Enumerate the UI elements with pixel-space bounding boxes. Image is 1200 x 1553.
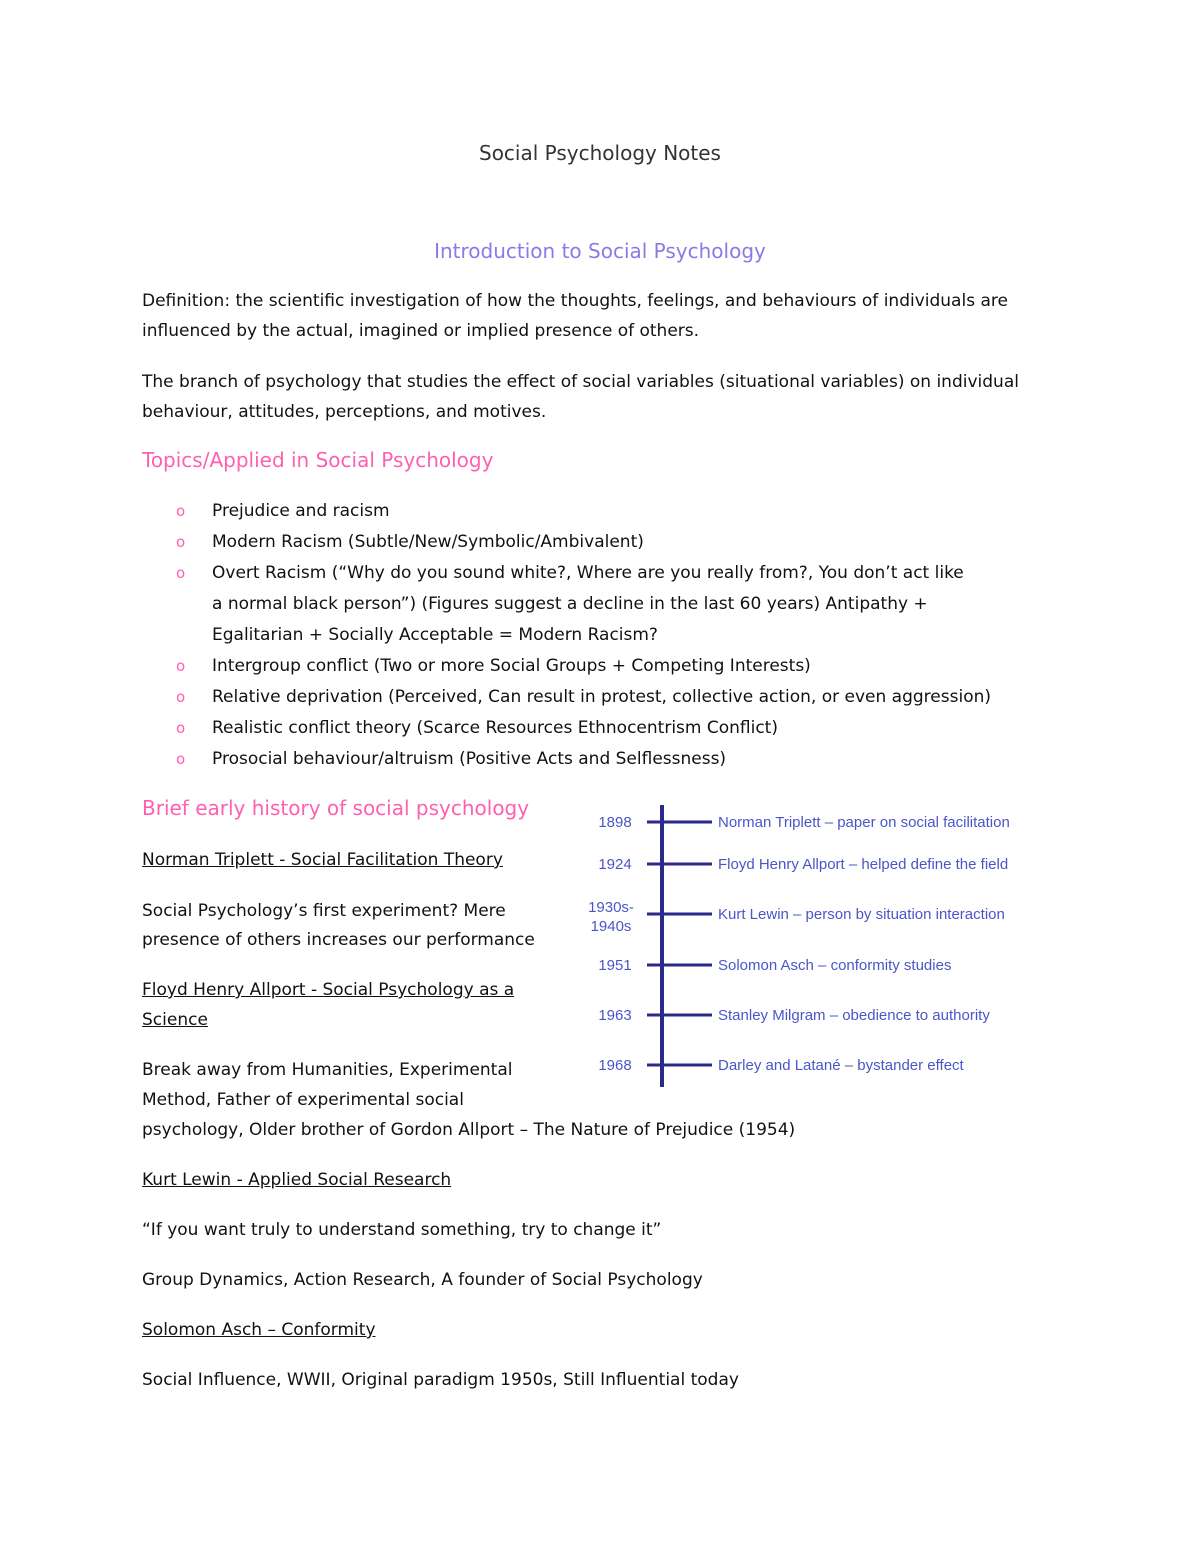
bullet-icon: o [176,719,186,737]
topics-heading: Topics/Applied in Social Psychology [142,448,494,472]
history-heading: Brief early history of social psychology [142,796,530,820]
timeline-event-label: Norman Triplett – paper on social facilitation [718,814,1010,831]
list-item: o Relative deprivation (Perceived, Can result in protest, collective action, or even aggression) [142,682,1062,713]
definition-line-1: Definition: the scientific investigation of how the thoughts, feelings, and behaviours of individuals are [142,291,1008,311]
timeline-year: 1963 [598,1007,632,1024]
list-item: o Modern Racism (Subtle/New/Symbolic/Ambivalent) [142,527,1062,558]
timeline-year: 1898 [598,814,632,831]
allport-heading-line-1: Floyd Henry Allport - Social Psychology as a [142,980,515,1000]
triplett-line-2: presence of others increases our performance [142,930,535,950]
triplett-line-1: Social Psychology’s first experiment? Mere [142,901,506,921]
intro-heading: Introduction to Social Psychology [434,239,766,263]
timeline-year: 1940s [590,918,632,935]
bullet-icon: o [176,657,186,675]
branch-line-2: behaviour, attitudes, perceptions, and motives. [142,402,547,422]
timeline-event-label: Stanley Milgram – obedience to authority [718,1007,990,1024]
timeline-event-label: Kurt Lewin – person by situation interaction [718,906,1005,923]
list-item: o Intergroup conflict (Two or more Social Groups + Competing Interests) [142,651,1062,682]
allport-line-1: Break away from Humanities, Experimental [142,1060,513,1080]
timeline-event-label: Solomon Asch – conformity studies [718,957,952,974]
timeline-year: 1930s- [588,899,634,916]
asch-line: Social Influence, WWII, Original paradigm 1950s, Still Influential today [142,1370,739,1390]
document-title: Social Psychology Notes [479,141,721,165]
allport-line-2: Method, Father of experimental social [142,1090,464,1110]
lewin-quote: “If you want truly to understand something, try to change it” [142,1220,662,1240]
bullet-icon: o [176,502,186,520]
bullet-icon: o [176,750,186,768]
allport-line-3: psychology, Older brother of Gordon Allport – The Nature of Prejudice (1954) [142,1120,796,1140]
list-item: o Overt Racism (“Why do you sound white?, Where are you really from?, You don’t act like a normal black person”) (Figures suggest a decline in the last 60 years) Antipathy + Egalitarian + Socially Acceptable = Modern Racism? [142,558,972,651]
list-item: o Prosocial behaviour/altruism (Positive Acts and Selflessness) [142,744,1062,775]
bullet-icon: o [176,533,186,551]
list-item: o Realistic conflict theory (Scarce Resources Ethnocentrism Conflict) [142,713,1062,744]
history-timeline [575,795,1075,1095]
list-item: o Prejudice and racism [142,496,1062,527]
bullet-icon: o [176,688,186,706]
lewin-line: Group Dynamics, Action Research, A founder of Social Psychology [142,1270,703,1290]
timeline-event-label: Floyd Henry Allport – helped define the field [718,856,1009,873]
timeline-event-label: Darley and Latané – bystander effect [718,1057,964,1074]
timeline-year: 1951 [598,957,632,974]
definition-line-2: influenced by the actual, imagined or implied presence of others. [142,321,700,341]
lewin-heading: Kurt Lewin - Applied Social Research [142,1170,452,1190]
timeline-year: 1924 [598,856,632,873]
timeline-year: 1968 [598,1057,632,1074]
allport-heading-line-2: Science [142,1010,208,1030]
topics-list [142,496,1062,775]
bullet-icon: o [176,564,186,582]
branch-line-1: The branch of psychology that studies the effect of social variables (situational variables) on individual [142,372,1019,392]
triplett-heading: Norman Triplett - Social Facilitation Theory [142,850,503,870]
asch-heading: Solomon Asch – Conformity [142,1320,376,1340]
